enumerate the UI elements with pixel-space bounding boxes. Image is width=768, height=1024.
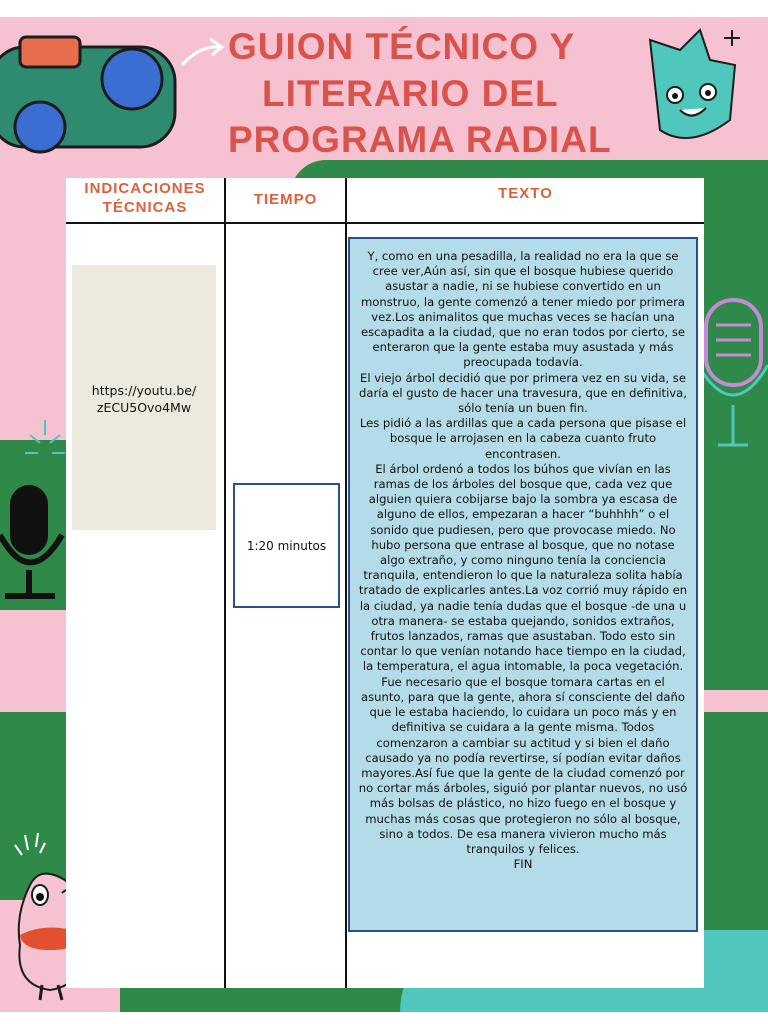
header-indicaciones-line-2: TÉCNICAS [102,199,188,216]
title-line-3: PROGRAMA RADIAL [228,119,612,160]
texto-paragraph-4: El árbol ordenó a todos los búhos que vivían en las ramas de los árboles del bosque que, cada vez que alguien quiera cobijarse bajo la sombra ya escasa de alguno de ellos, empezaran a hacer “buhhhh” o el sonido que pudiesen, pero que provocase miedo. No hubo persona que entrase al bosque, que no notase algo extraño, y como ninguno tenía la conciencia tranquila, entendieron lo que la naturaleza solita había tratado de explicarles antes.La voz corrió muy rápido en la ciudad, ya nadie tenía dudas que el bosque -de una u otra manera- se estaba quejando, sonidos extraños, frutos lanzados, ramas que asustaban. Todo esto sin contar lo que venían notando hace tiempo en la ciudad, la temperatura, el agua intomable, la poca vegetación. [358,461,688,674]
column-divider-1 [224,178,226,988]
texto-paragraph-1: Y, como en una pesadilla, la realidad no era la que se cree ver,Aún así, sin que el bosque hubiese querido asustar a nadie, ni se hubiese convertido en un monstruo, la gente comenzó a tener miedo por primera vez.Los animalitos que muchas veces se hacían una escapadita a la ciudad, que no eran todos por cierto, se enteraron que la gente estaba muy asustada y más preocupada todavía. [360,249,686,370]
header-indicaciones-line-1: INDICACIONES [84,180,206,197]
microphone-left-icon [0,415,75,610]
texto-paragraph-6: FIN [513,857,533,872]
youtube-link[interactable] [72,382,216,416]
youtube-link-line-2: zECU5Ovo4Mw [96,400,192,415]
title-line-2: LITERARIO DEL [262,73,559,114]
column-divider-2 [345,178,347,988]
tiempo-cell [233,483,340,608]
tiempo-value: 1:20 minutos [246,538,327,553]
microphone-right-icon [698,295,768,460]
texto-cell [348,237,698,932]
header-tiempo: TIEMPO [226,178,345,224]
title-line-1: GUION TÉCNICO Y [228,26,576,67]
arrow-icon [180,35,225,75]
header-texto: TEXTO [347,178,704,224]
texto-paragraph-3: Les pidió a las ardillas que a cada persona que pisase el bosque le arrojasen en la cabeza cuanto fruto encontrasen. [359,416,687,461]
youtube-link-line-1: https://youtu.be/ [91,383,197,398]
texto-paragraph-2: El viejo árbol decidió que por primera vez en su vida, se daría el gusto de hacer una travesura, que en definitiva, sólo tenía un buen fin. [359,370,687,416]
header-indicaciones [66,178,224,224]
radio-icon [0,17,180,167]
texto-paragraph-5: Fue necesario que el bosque tomara cartas en el asunto, para que la gente, ahora sí consciente del daño que le estaba haciendo, lo cuidara un poco más y en definitiva se cuidara a la gente misma. Todos comenzaron a cambiar su actitud y si bien el daño causado ya no podía revertirse, sí podían evitar daños mayores.Así fue que la gente de la ciudad comenzó por no cortar más árboles, siguió por plantar nuevos, no usó más bolsas de plástico, no hizo fuego en el bosque y muchas más cosas que protegieron no sólo al bosque, sino a todos. De esa manera vivieron mucho más tranquilos y felices. [358,674,688,856]
